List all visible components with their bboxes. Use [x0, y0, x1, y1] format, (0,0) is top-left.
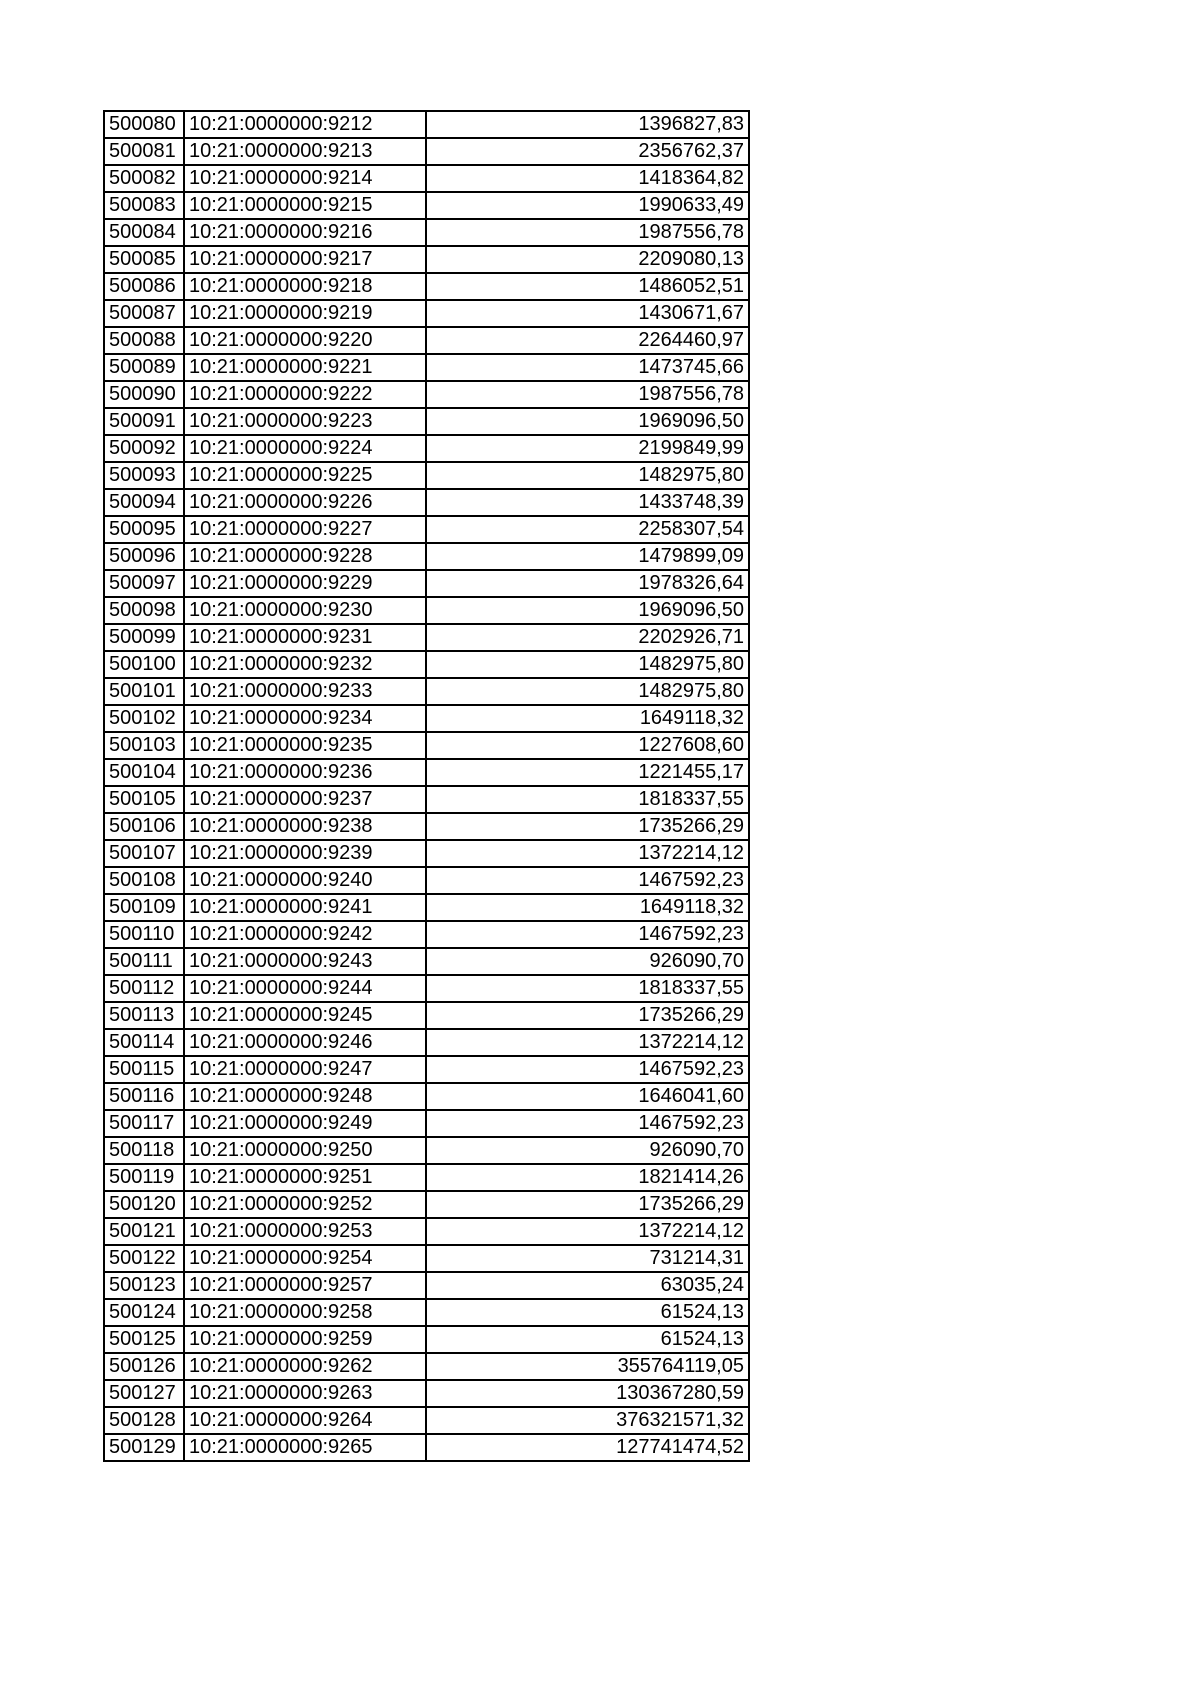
row-id-cell: 500111: [104, 948, 184, 975]
table-row: [104, 867, 749, 894]
row-id-cell: 500110: [104, 921, 184, 948]
table-row: [104, 1083, 749, 1110]
value-cell: 130367280,59: [426, 1380, 749, 1407]
row-id-cell: 500114: [104, 1029, 184, 1056]
table-row: [104, 1002, 749, 1029]
table-row: [104, 192, 749, 219]
cadastral-number-cell: 10:21:0000000:9263: [184, 1380, 426, 1407]
cadastral-number-cell: 10:21:0000000:9223: [184, 408, 426, 435]
value-cell: 1818337,55: [426, 786, 749, 813]
value-cell: 1430671,67: [426, 300, 749, 327]
table-row: [104, 570, 749, 597]
table-row: [104, 813, 749, 840]
cadastral-number-cell: 10:21:0000000:9217: [184, 246, 426, 273]
table-row: [104, 327, 749, 354]
value-cell: 1467592,23: [426, 1056, 749, 1083]
cadastral-number-cell: 10:21:0000000:9258: [184, 1299, 426, 1326]
cadastral-number-cell: 10:21:0000000:9232: [184, 651, 426, 678]
row-id-cell: 500093: [104, 462, 184, 489]
cadastral-number-cell: 10:21:0000000:9249: [184, 1110, 426, 1137]
row-id-cell: 500123: [104, 1272, 184, 1299]
row-id-cell: 500106: [104, 813, 184, 840]
value-cell: 2356762,37: [426, 138, 749, 165]
table-row: [104, 1029, 749, 1056]
cadastral-number-cell: 10:21:0000000:9235: [184, 732, 426, 759]
value-cell: 1418364,82: [426, 165, 749, 192]
table-row: [104, 1110, 749, 1137]
value-cell: 2258307,54: [426, 516, 749, 543]
value-cell: 1482975,80: [426, 651, 749, 678]
table-row: [104, 624, 749, 651]
value-cell: 1649118,32: [426, 894, 749, 921]
row-id-cell: 500105: [104, 786, 184, 813]
table-row: [104, 1056, 749, 1083]
table-row: [104, 219, 749, 246]
table-row: [104, 1272, 749, 1299]
value-cell: 127741474,52: [426, 1434, 749, 1461]
row-id-cell: 500097: [104, 570, 184, 597]
table-row: [104, 1299, 749, 1326]
cadastral-number-cell: 10:21:0000000:9265: [184, 1434, 426, 1461]
table-row: [104, 354, 749, 381]
table-row: [104, 435, 749, 462]
row-id-cell: 500117: [104, 1110, 184, 1137]
value-cell: 926090,70: [426, 1137, 749, 1164]
cadastral-number-cell: 10:21:0000000:9238: [184, 813, 426, 840]
cadastral-number-cell: 10:21:0000000:9236: [184, 759, 426, 786]
row-id-cell: 500101: [104, 678, 184, 705]
cadastral-number-cell: 10:21:0000000:9257: [184, 1272, 426, 1299]
row-id-cell: 500098: [104, 597, 184, 624]
row-id-cell: 500082: [104, 165, 184, 192]
value-cell: 2264460,97: [426, 327, 749, 354]
table-row: [104, 300, 749, 327]
value-cell: 1372214,12: [426, 1029, 749, 1056]
row-id-cell: 500092: [104, 435, 184, 462]
cadastral-number-cell: 10:21:0000000:9245: [184, 1002, 426, 1029]
value-cell: 2209080,13: [426, 246, 749, 273]
row-id-cell: 500120: [104, 1191, 184, 1218]
value-cell: 2202926,71: [426, 624, 749, 651]
value-cell: 1990633,49: [426, 192, 749, 219]
cadastral-number-cell: 10:21:0000000:9229: [184, 570, 426, 597]
table-row: [104, 894, 749, 921]
value-cell: 1467592,23: [426, 867, 749, 894]
table-row: [104, 1407, 749, 1434]
cadastral-number-cell: 10:21:0000000:9216: [184, 219, 426, 246]
table-row: [104, 840, 749, 867]
row-id-cell: 500107: [104, 840, 184, 867]
value-cell: 1486052,51: [426, 273, 749, 300]
cadastral-number-cell: 10:21:0000000:9215: [184, 192, 426, 219]
row-id-cell: 500124: [104, 1299, 184, 1326]
value-cell: 1479899,09: [426, 543, 749, 570]
cadastral-number-cell: 10:21:0000000:9246: [184, 1029, 426, 1056]
row-id-cell: 500089: [104, 354, 184, 381]
table-row: [104, 1218, 749, 1245]
value-cell: 1467592,23: [426, 1110, 749, 1137]
value-cell: 1467592,23: [426, 921, 749, 948]
row-id-cell: 500108: [104, 867, 184, 894]
cadastral-number-cell: 10:21:0000000:9253: [184, 1218, 426, 1245]
row-id-cell: 500103: [104, 732, 184, 759]
row-id-cell: 500126: [104, 1353, 184, 1380]
table-row: [104, 111, 749, 138]
cadastral-number-cell: 10:21:0000000:9239: [184, 840, 426, 867]
cadastral-number-cell: 10:21:0000000:9230: [184, 597, 426, 624]
value-cell: 1372214,12: [426, 840, 749, 867]
row-id-cell: 500112: [104, 975, 184, 1002]
table-row: [104, 381, 749, 408]
cadastral-number-cell: 10:21:0000000:9227: [184, 516, 426, 543]
cadastral-number-cell: 10:21:0000000:9213: [184, 138, 426, 165]
value-cell: 1735266,29: [426, 1191, 749, 1218]
value-cell: 1978326,64: [426, 570, 749, 597]
data-table: [103, 110, 750, 1462]
table-row: [104, 1245, 749, 1272]
row-id-cell: 500121: [104, 1218, 184, 1245]
table-row: [104, 732, 749, 759]
table-row: [104, 408, 749, 435]
row-id-cell: 500115: [104, 1056, 184, 1083]
row-id-cell: 500088: [104, 327, 184, 354]
row-id-cell: 500127: [104, 1380, 184, 1407]
row-id-cell: 500096: [104, 543, 184, 570]
value-cell: 1987556,78: [426, 381, 749, 408]
value-cell: 1969096,50: [426, 408, 749, 435]
table-row: [104, 1326, 749, 1353]
table-row: [104, 1164, 749, 1191]
value-cell: 61524,13: [426, 1326, 749, 1353]
table-row: [104, 165, 749, 192]
cadastral-number-cell: 10:21:0000000:9226: [184, 489, 426, 516]
value-cell: 63035,24: [426, 1272, 749, 1299]
cadastral-number-cell: 10:21:0000000:9254: [184, 1245, 426, 1272]
value-cell: 1646041,60: [426, 1083, 749, 1110]
cadastral-number-cell: 10:21:0000000:9214: [184, 165, 426, 192]
cadastral-number-cell: 10:21:0000000:9259: [184, 1326, 426, 1353]
row-id-cell: 500083: [104, 192, 184, 219]
table-row: [104, 705, 749, 732]
table-row: [104, 273, 749, 300]
table-row: [104, 597, 749, 624]
cadastral-number-cell: 10:21:0000000:9242: [184, 921, 426, 948]
table-row: [104, 651, 749, 678]
value-cell: 1433748,39: [426, 489, 749, 516]
cadastral-number-cell: 10:21:0000000:9219: [184, 300, 426, 327]
table-row: [104, 975, 749, 1002]
value-cell: 1649118,32: [426, 705, 749, 732]
cadastral-number-cell: 10:21:0000000:9222: [184, 381, 426, 408]
row-id-cell: 500100: [104, 651, 184, 678]
table-row: [104, 138, 749, 165]
row-id-cell: 500091: [104, 408, 184, 435]
table-row: [104, 759, 749, 786]
row-id-cell: 500094: [104, 489, 184, 516]
cadastral-number-cell: 10:21:0000000:9221: [184, 354, 426, 381]
value-cell: 1227608,60: [426, 732, 749, 759]
cadastral-number-cell: 10:21:0000000:9248: [184, 1083, 426, 1110]
table-row: [104, 462, 749, 489]
row-id-cell: 500122: [104, 1245, 184, 1272]
value-cell: 1482975,80: [426, 678, 749, 705]
table-row: [104, 921, 749, 948]
cadastral-number-cell: 10:21:0000000:9237: [184, 786, 426, 813]
row-id-cell: 500080: [104, 111, 184, 138]
value-cell: 1473745,66: [426, 354, 749, 381]
row-id-cell: 500084: [104, 219, 184, 246]
value-cell: 1818337,55: [426, 975, 749, 1002]
value-cell: 1221455,17: [426, 759, 749, 786]
value-cell: 1482975,80: [426, 462, 749, 489]
row-id-cell: 500129: [104, 1434, 184, 1461]
table-row: [104, 1137, 749, 1164]
value-cell: 1735266,29: [426, 813, 749, 840]
cadastral-number-cell: 10:21:0000000:9228: [184, 543, 426, 570]
value-cell: 61524,13: [426, 1299, 749, 1326]
table-row: [104, 1191, 749, 1218]
table-row: [104, 516, 749, 543]
table-row: [104, 489, 749, 516]
cadastral-number-cell: 10:21:0000000:9243: [184, 948, 426, 975]
row-id-cell: 500125: [104, 1326, 184, 1353]
value-cell: 1396827,83: [426, 111, 749, 138]
row-id-cell: 500081: [104, 138, 184, 165]
row-id-cell: 500087: [104, 300, 184, 327]
row-id-cell: 500090: [104, 381, 184, 408]
cadastral-number-cell: 10:21:0000000:9264: [184, 1407, 426, 1434]
cadastral-number-cell: 10:21:0000000:9233: [184, 678, 426, 705]
value-cell: 1969096,50: [426, 597, 749, 624]
table-row: [104, 1353, 749, 1380]
value-cell: 926090,70: [426, 948, 749, 975]
row-id-cell: 500086: [104, 273, 184, 300]
table-row: [104, 678, 749, 705]
cadastral-number-cell: 10:21:0000000:9240: [184, 867, 426, 894]
value-cell: 1372214,12: [426, 1218, 749, 1245]
value-cell: 1821414,26: [426, 1164, 749, 1191]
cadastral-number-cell: 10:21:0000000:9252: [184, 1191, 426, 1218]
cadastral-number-cell: 10:21:0000000:9241: [184, 894, 426, 921]
table-body: [104, 111, 749, 1461]
cadastral-number-cell: 10:21:0000000:9225: [184, 462, 426, 489]
row-id-cell: 500119: [104, 1164, 184, 1191]
table-row: [104, 543, 749, 570]
row-id-cell: 500113: [104, 1002, 184, 1029]
cadastral-number-cell: 10:21:0000000:9250: [184, 1137, 426, 1164]
cadastral-number-cell: 10:21:0000000:9224: [184, 435, 426, 462]
cadastral-number-cell: 10:21:0000000:9231: [184, 624, 426, 651]
table-row: [104, 786, 749, 813]
cadastral-number-cell: 10:21:0000000:9218: [184, 273, 426, 300]
table-row: [104, 1380, 749, 1407]
value-cell: 1987556,78: [426, 219, 749, 246]
cadastral-number-cell: 10:21:0000000:9247: [184, 1056, 426, 1083]
value-cell: 355764119,05: [426, 1353, 749, 1380]
row-id-cell: 500102: [104, 705, 184, 732]
cadastral-number-cell: 10:21:0000000:9262: [184, 1353, 426, 1380]
row-id-cell: 500116: [104, 1083, 184, 1110]
table-row: [104, 246, 749, 273]
row-id-cell: 500128: [104, 1407, 184, 1434]
table-row: [104, 948, 749, 975]
row-id-cell: 500099: [104, 624, 184, 651]
value-cell: 2199849,99: [426, 435, 749, 462]
row-id-cell: 500104: [104, 759, 184, 786]
cadastral-number-cell: 10:21:0000000:9212: [184, 111, 426, 138]
cadastral-number-cell: 10:21:0000000:9220: [184, 327, 426, 354]
value-cell: 731214,31: [426, 1245, 749, 1272]
row-id-cell: 500095: [104, 516, 184, 543]
cadastral-number-cell: 10:21:0000000:9251: [184, 1164, 426, 1191]
row-id-cell: 500109: [104, 894, 184, 921]
table-row: [104, 1434, 749, 1461]
value-cell: 376321571,32: [426, 1407, 749, 1434]
cadastral-number-cell: 10:21:0000000:9234: [184, 705, 426, 732]
row-id-cell: 500118: [104, 1137, 184, 1164]
value-cell: 1735266,29: [426, 1002, 749, 1029]
cadastral-number-cell: 10:21:0000000:9244: [184, 975, 426, 1002]
row-id-cell: 500085: [104, 246, 184, 273]
